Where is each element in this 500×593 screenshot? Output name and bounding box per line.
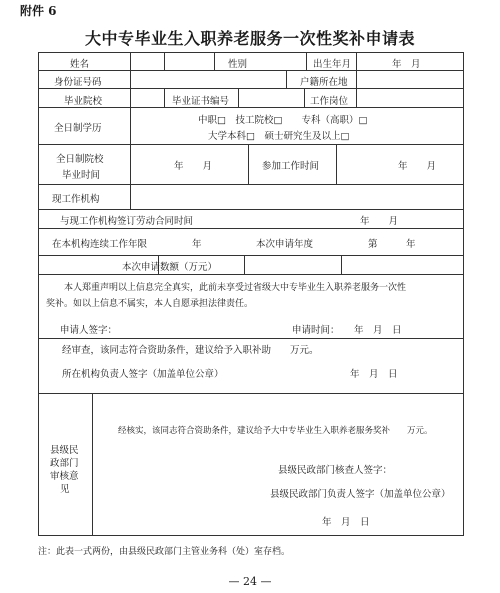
row-divider <box>38 107 464 108</box>
county-opinion: 经核实，该同志符合资助条件，建议给予大中专毕业生入职养老服务奖补 万元。 <box>118 426 433 436</box>
column-divider <box>356 52 357 107</box>
row-divider <box>38 274 464 275</box>
id-number-label: 身份证号码 <box>54 77 102 88</box>
county-head-signature: 县级民政部门负责人签字（加盖单位公章） <box>270 489 451 500</box>
declaration-line-2: 奖补。如以上信息不属实，本人自愿承担法律责任。 <box>46 299 254 309</box>
column-divider <box>214 52 215 70</box>
table-border-right <box>463 52 464 536</box>
page-number: — 24 — <box>228 575 272 588</box>
school-label: 毕业院校 <box>64 96 103 107</box>
county-label-2: 政部门 <box>50 458 79 469</box>
degree-options-line-2[interactable]: 大学本科□ 硕士研究生及以上□ <box>208 131 350 142</box>
county-label: 县级民 <box>50 445 79 456</box>
employer-label: 现工作机构 <box>52 194 100 205</box>
position-label: 工作岗位 <box>310 96 349 107</box>
continuous-years-label: 在本机构连续工作年限 <box>52 239 148 250</box>
name-label: 姓名 <box>70 59 90 70</box>
apply-time-label: 申请时间： <box>292 325 340 336</box>
continuous-years-value: 年 <box>192 239 202 250</box>
certificate-label: 毕业证书编号 <box>172 96 230 107</box>
county-label-3: 审核意 <box>50 471 79 482</box>
table-border-left <box>38 52 39 536</box>
column-divider <box>130 52 131 209</box>
column-divider <box>164 88 165 107</box>
contract-time-value: 年 月 <box>360 216 399 227</box>
graduation-time-value: 年 月 <box>174 161 213 172</box>
footnote: 注：此表一式两份，由县级民政部门主管业务科（处）室存档。 <box>38 547 291 557</box>
row-divider <box>38 70 464 71</box>
graduation-time-label-2: 毕业时间 <box>62 170 101 181</box>
column-divider <box>286 70 287 88</box>
column-divider <box>248 144 249 184</box>
degree-options-line-1[interactable]: 中职□ 技工院校□ 专科（高职）□ <box>198 115 368 126</box>
row-divider <box>38 88 464 89</box>
gender-label: 性别 <box>228 59 248 70</box>
birth-label: 出生年月 <box>313 59 352 70</box>
degree-label: 全日制学历 <box>54 123 102 134</box>
column-divider <box>238 88 239 107</box>
declaration-line-1: 本人郑重声明以上信息完全真实，此前未享受过省级大中专毕业生入职养老服务一次性 <box>64 283 407 293</box>
org-date: 年 月 日 <box>350 369 398 380</box>
column-divider <box>304 88 305 107</box>
applicant-signature: 申请人签字： <box>60 325 118 336</box>
row-divider <box>38 393 464 394</box>
work-start-label: 参加工作时间 <box>262 161 320 172</box>
county-label-4: 见 <box>60 484 70 495</box>
table-border-top <box>38 52 464 53</box>
column-divider <box>341 255 342 274</box>
row-divider <box>38 144 464 145</box>
column-divider <box>92 393 93 535</box>
column-divider <box>336 144 337 184</box>
review-text: 经审查，该同志符合资助条件，建议给予入职补助 万元。 <box>62 345 319 356</box>
column-divider <box>164 52 165 70</box>
apply-time-value: 年 月 日 <box>354 325 402 336</box>
document-title: 大中专毕业生入职养老服务一次性奖补申请表 <box>84 29 415 48</box>
contract-time-label: 与现工作机构签订劳动合同时间 <box>60 216 194 227</box>
org-head-signature: 所在机构负责人签字（加盖单位公章） <box>62 369 224 380</box>
work-start-value: 年 月 <box>398 161 437 172</box>
apply-year-label: 本次申请年度 <box>256 239 314 250</box>
row-divider <box>38 255 464 256</box>
amount-label: 本次申请数额（万元） <box>122 262 218 273</box>
graduation-time-label: 全日制院校 <box>56 154 104 165</box>
column-divider <box>244 255 245 274</box>
county-date: 年 月 日 <box>322 517 370 528</box>
birth-value: 年 月 <box>392 59 421 70</box>
apply-year-value: 第 年 <box>368 239 416 250</box>
row-divider <box>38 209 464 210</box>
household-label: 户籍所在地 <box>300 77 348 88</box>
column-divider <box>306 52 307 70</box>
county-reviewer-signature: 县级民政部门核查人签字： <box>278 465 393 476</box>
application-form-table <box>38 52 464 536</box>
row-divider <box>38 184 464 185</box>
table-border-bottom <box>38 535 464 536</box>
row-divider <box>38 228 464 229</box>
annex-label: 附件 6 <box>20 4 57 18</box>
row-divider <box>38 338 464 339</box>
